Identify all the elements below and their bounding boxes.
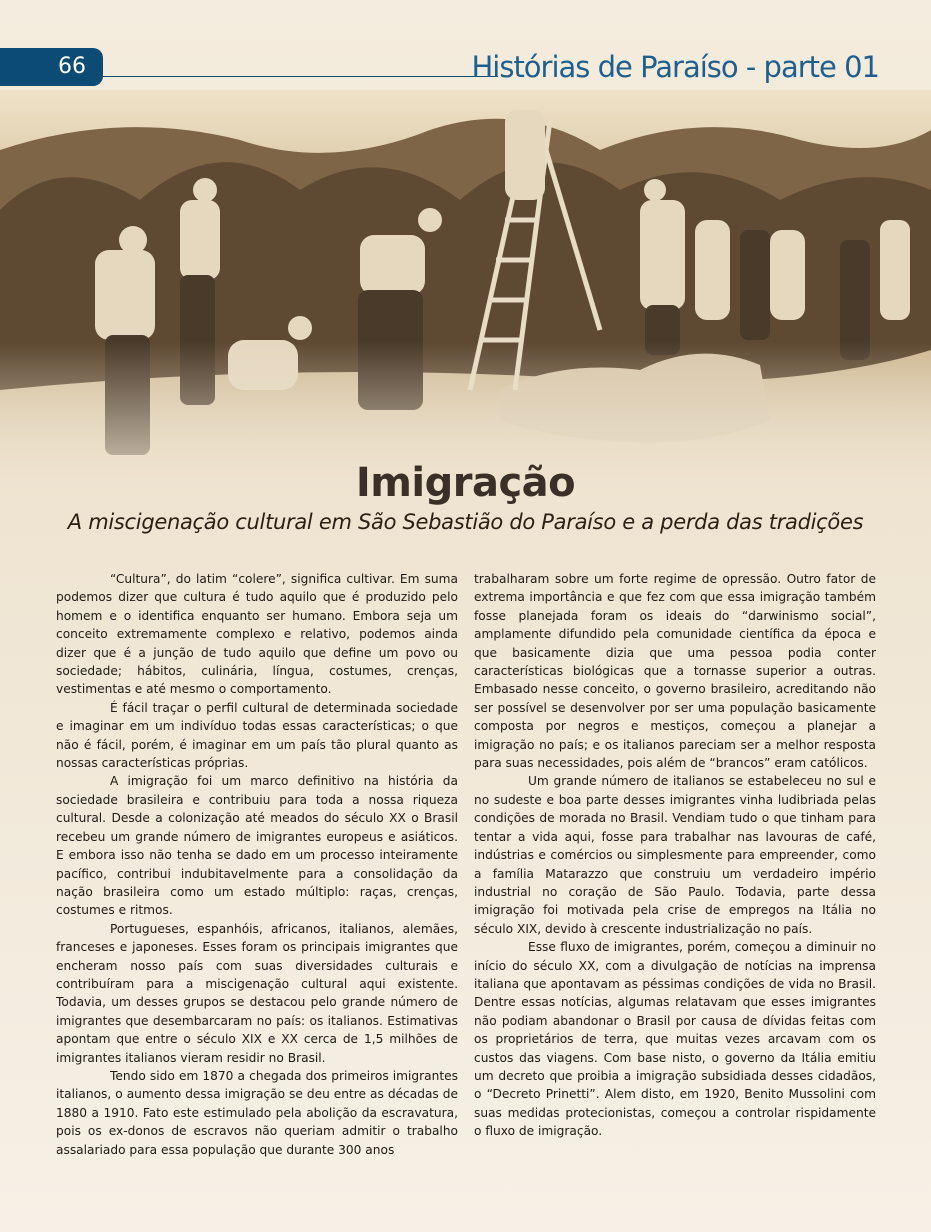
article-subtitle: A miscigenação cultural em São Sebastião do Paraíso e a perda das tradições: [67, 510, 864, 534]
article-title: Imigração: [355, 460, 576, 506]
paragraph: Um grande número de italianos se estabeleceu no sul e no sudeste e boa parte desses imigrantes vinha ludibriada pelas condições de morada no Brasil. Vendiam tudo o que tinham para tentar a vida aqui, fosse para trabalhar nas lavouras de café, indústrias e comércios ou simplesmente para empreender, como a família Matarazzo que construiu um verdadeiro império industrial no coração de São Paulo. Todavia, parte dessa imigração foi motivada pela crise de empregos na Itália no século XIX, devido à crescente industrialização no país.: [474, 774, 876, 936]
paragraph-continued: trabalharam sobre um forte regime de opressão. Outro fator de extrema importância e que fez com que essa imigração também fosse planejada foram os ideais do “darwinismo social”, amplamente difundido pela comunidade científica da época e que basicamente dizia que uma pessoa podia conter características biológicas que a tornasse superior a outras. Embasado nesse conceito, o governo brasileiro, acreditando não ser possível se desenvolver por ser uma população basicamente composta por negros e mestiços, começou a planejar a imigração no país; e os italianos pareciam ser a melhor resposta para suas necessidades, pois além de “brancos” eram católicos.: [474, 572, 876, 771]
paragraph: Portugueses, espanhóis, africanos, italianos, alemães, franceses e japoneses. Esses foram os principais imigrantes que encheram nosso país com suas diversidades culturais e contribuíram para a miscigenação cultural aqui existente. Todavia, um desses grupos se destacou pelo grande número de imigrantes que desembarcaram no país: os italianos. Estimativas apontam que entre o século XIX e XX cerca de 1,5 milhões de imigrantes italianos vieram residir no Brasil.: [56, 921, 458, 1065]
text-column-right: [474, 570, 876, 1141]
paragraph: “Cultura”, do latim “colere”, significa cultivar. Em suma podemos dizer que cultura é tudo aquilo que é produzido pelo homem e o identifica enquanto ser humano. Embora seja um conceito extremamente complexo e relativo, podemos ainda dizer que é a junção de tudo aquilo que define um povo ou sociedade; hábitos, culinária, língua, costumes, crenças, vestimentas e até mesmo o comportamento.: [56, 572, 458, 697]
paragraph: A imigração foi um marco definitivo na história da sociedade brasileira e contribuiu para toda a nossa riqueza cultural. Desde a colonização até meados do século XX o Brasil recebeu um grande número de imigrantes europeus e asiáticos. E embora isso não tenha se dado em um processo inteiramente pacífico, contribui indubitavelmente para a consolidação da nação brasileira como um estado múltiplo: raças, crenças, costumes e ritmos.: [56, 774, 458, 918]
text-column-left: [56, 570, 458, 1159]
paragraph: Tendo sido em 1870 a chegada dos primeiros imigrantes italianos, o aumento dessa imigração se deu entre as décadas de 1880 a 1910. Fato este estimulado pela abolição da escravatura, pois os ex-donos de escravos não queriam admitir o trabalho assalariado para essa população que durante 300 anos: [56, 1068, 458, 1157]
paragraph: É fácil traçar o perfil cultural de determinada sociedade e imaginar em um indivíduo todas essas características; o que não é fácil, porém, é imaginar em um país tão plural quanto as nossas características próprias.: [56, 700, 458, 771]
page-number: 66: [58, 54, 86, 79]
sepia-photo-coffee-harvest: [0, 90, 931, 510]
header-rule: [103, 76, 498, 77]
paragraph: Esse fluxo de imigrantes, porém, começou a diminuir no início do século XX, com a divulgação de notícias na imprensa italiana que apontavam as péssimas condições de vida no Brasil. Dentre essas notícias, algumas relatavam que esses imigrantes não podiam abandonar o Brasil por causa de dívidas feitas com os proprietários de terra, que muitas vezes arcavam com os custos das viagens. Com base nisto, o governo da Itália emitiu um decreto que proibia a imigração subsidiada desses cidadãos, o “Decreto Prinetti”. Alem disto, em 1920, Benito Mussolini com suas medidas protecionistas, começou a controlar rispidamente o fluxo de imigração.: [474, 940, 876, 1139]
section-title: Histórias de Paraíso - parte 01: [471, 50, 879, 84]
